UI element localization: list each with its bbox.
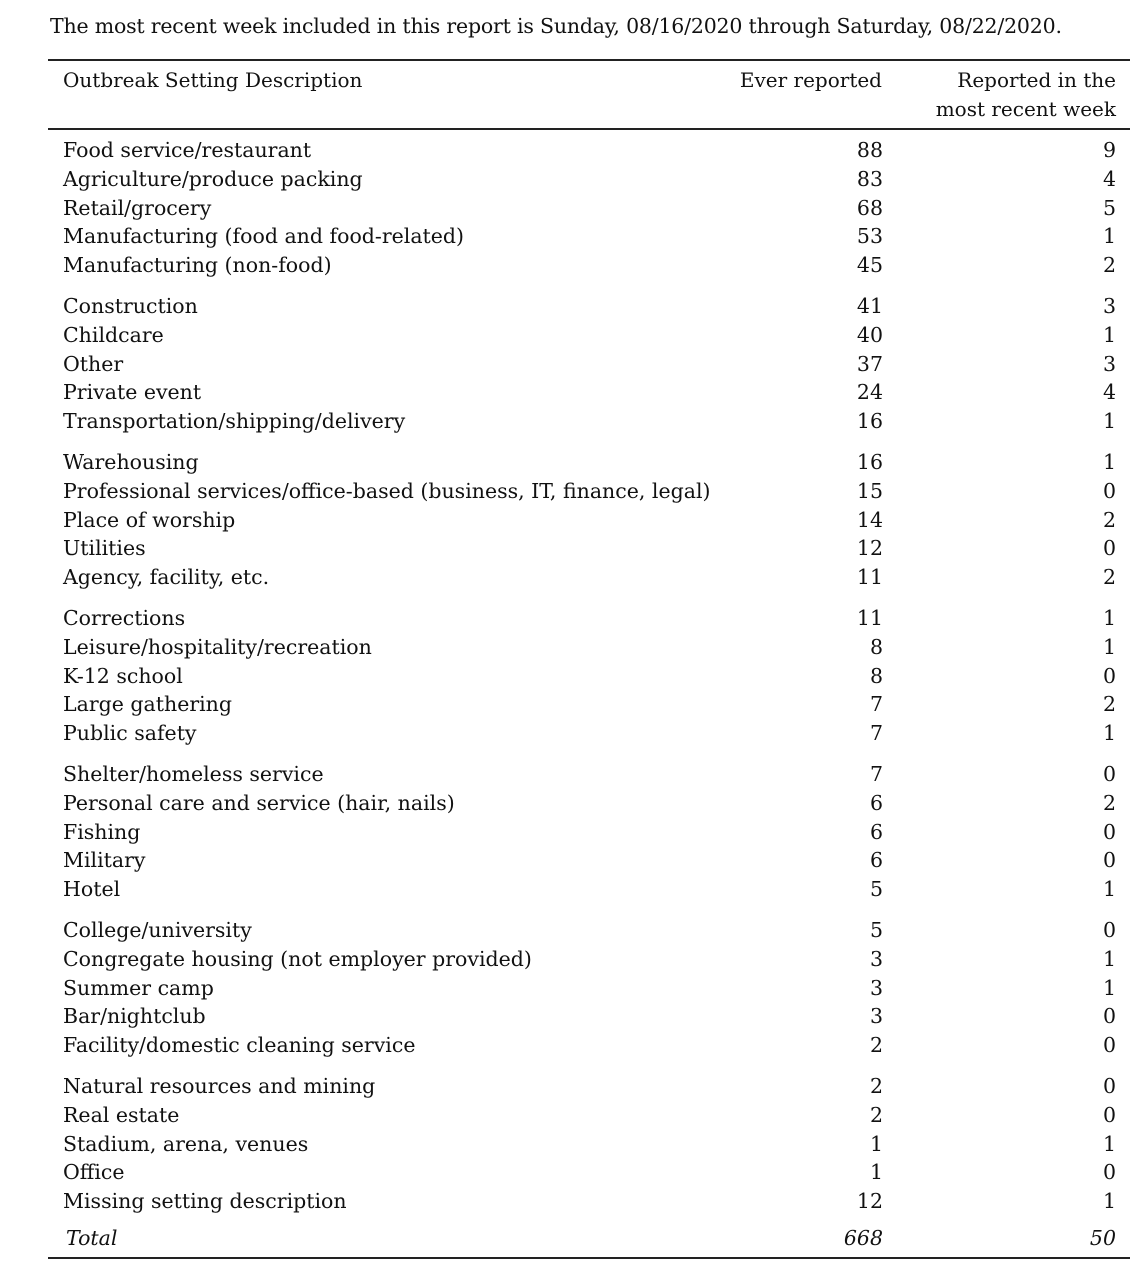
row-group — [0, 916, 1144, 1060]
ever-reported-count: 68 — [856, 195, 883, 220]
table-row — [0, 292, 1144, 321]
ever-reported-count: 7 — [869, 761, 883, 786]
recent-week-count: 0 — [1102, 536, 1116, 561]
recent-week-count: 0 — [1102, 917, 1116, 942]
recent-week-count: 0 — [1102, 1073, 1116, 1098]
table-row — [0, 789, 1144, 818]
table-row — [0, 251, 1144, 280]
row-group — [0, 604, 1144, 748]
table-row — [0, 1158, 1144, 1187]
table-row — [0, 378, 1144, 407]
recent-week-count: 0 — [1102, 663, 1116, 688]
recent-week-count: 1 — [1102, 224, 1116, 249]
recent-week-count: 4 — [1102, 380, 1116, 405]
setting-description: Leisure/hospitality/recreation — [63, 634, 372, 659]
ever-reported-count: 2 — [869, 1102, 883, 1127]
setting-description: Personal care and service (hair, nails) — [63, 790, 455, 815]
setting-description: Military — [63, 848, 146, 873]
ever-reported-count: 8 — [869, 663, 883, 688]
setting-description: Stadium, arena, venues — [63, 1131, 309, 1156]
row-group — [0, 136, 1144, 280]
setting-description: Agency, facility, etc. — [63, 565, 270, 590]
row-group — [0, 448, 1144, 592]
row-group — [0, 760, 1144, 904]
table-row — [0, 662, 1144, 691]
setting-description: Facility/domestic cleaning service — [63, 1033, 416, 1058]
setting-description: Manufacturing (non-food) — [63, 253, 332, 278]
table-row — [0, 506, 1144, 535]
table-row — [0, 818, 1144, 847]
setting-description: Private event — [63, 380, 202, 405]
table-row — [0, 846, 1144, 875]
table-row — [0, 1002, 1144, 1031]
setting-description: Retail/grocery — [63, 195, 212, 220]
setting-description: Professional services/office-based (business, IT, finance, legal) — [63, 478, 711, 503]
ever-reported-count: 6 — [869, 790, 883, 815]
ever-reported-count: 41 — [856, 293, 883, 318]
setting-description: Transportation/shipping/delivery — [63, 409, 406, 434]
setting-description: Shelter/homeless service — [63, 761, 324, 786]
table-row — [0, 222, 1144, 251]
table-row — [0, 1130, 1144, 1159]
recent-week-count: 0 — [1102, 1160, 1116, 1185]
recent-week-count: 1 — [1102, 975, 1116, 1000]
ever-reported-count: 5 — [869, 877, 883, 902]
table-row — [0, 916, 1144, 945]
setting-description: Office — [63, 1160, 125, 1185]
table-row — [0, 974, 1144, 1003]
recent-week-count: 1 — [1102, 877, 1116, 902]
recent-week-count: 4 — [1102, 166, 1116, 191]
ever-reported-count: 8 — [869, 634, 883, 659]
recent-week-count: 2 — [1102, 692, 1116, 717]
recent-week-count: 2 — [1102, 565, 1116, 590]
ever-reported-count: 11 — [856, 565, 883, 590]
setting-description: Fishing — [63, 819, 141, 844]
setting-description: Real estate — [63, 1102, 180, 1127]
ever-reported-count: 53 — [856, 224, 883, 249]
recent-week-count: 0 — [1102, 1102, 1116, 1127]
header-recent-week-line1: Reported in the — [957, 68, 1116, 92]
recent-week-count: 1 — [1102, 605, 1116, 630]
recent-week-count: 5 — [1102, 195, 1116, 220]
ever-reported-count: 2 — [869, 1073, 883, 1098]
recent-week-count: 2 — [1102, 790, 1116, 815]
table-top-rule — [48, 59, 1130, 61]
table-row — [0, 165, 1144, 194]
ever-reported-count: 45 — [856, 253, 883, 278]
setting-description: Other — [63, 351, 124, 376]
recent-week-count: 0 — [1102, 848, 1116, 873]
ever-reported-count: 1 — [869, 1160, 883, 1185]
setting-description: Hotel — [63, 877, 121, 902]
setting-description: Corrections — [63, 605, 186, 630]
ever-reported-count: 16 — [856, 449, 883, 474]
table-row — [0, 534, 1144, 563]
table-row — [0, 604, 1144, 633]
setting-description: Utilities — [63, 536, 146, 561]
recent-week-count: 0 — [1102, 478, 1116, 503]
header-rule — [48, 128, 1130, 130]
table-row — [0, 477, 1144, 506]
recent-week-count: 1 — [1102, 721, 1116, 746]
row-group — [0, 1072, 1144, 1216]
report-caption: The most recent week included in this report is Sunday, 08/16/2020 through Saturday, 08/22/2020. — [50, 14, 1062, 38]
table-row — [0, 563, 1144, 592]
ever-reported-count: 88 — [856, 138, 883, 162]
table-row — [0, 407, 1144, 436]
setting-description: Warehousing — [63, 449, 199, 474]
table-row — [0, 1072, 1144, 1101]
table-row — [0, 875, 1144, 904]
ever-reported-count: 7 — [869, 721, 883, 746]
ever-reported-count: 6 — [869, 848, 883, 873]
setting-description: Large gathering — [63, 692, 233, 717]
recent-week-count: 0 — [1102, 761, 1116, 786]
setting-description: Childcare — [63, 322, 164, 347]
ever-reported-count: 12 — [856, 1189, 883, 1214]
table-row — [0, 690, 1144, 719]
recent-week-count: 1 — [1102, 409, 1116, 434]
total-ever-reported: 668 — [843, 1226, 883, 1250]
setting-description: Public safety — [63, 721, 197, 746]
setting-description: K-12 school — [63, 663, 183, 688]
recent-week-count: 2 — [1102, 253, 1116, 278]
setting-description: Construction — [63, 293, 198, 318]
recent-week-count: 1 — [1102, 1131, 1116, 1156]
ever-reported-count: 2 — [869, 1033, 883, 1058]
table-row — [0, 1187, 1144, 1216]
setting-description: Place of worship — [63, 507, 236, 532]
recent-week-count: 1 — [1102, 322, 1116, 347]
recent-week-count: 0 — [1102, 1004, 1116, 1029]
recent-week-count: 0 — [1102, 819, 1116, 844]
ever-reported-count: 1 — [869, 1131, 883, 1156]
table-row — [0, 350, 1144, 379]
table-row — [0, 1031, 1144, 1060]
ever-reported-count: 5 — [869, 917, 883, 942]
table-row — [0, 321, 1144, 350]
setting-description: Manufacturing (food and food-related) — [63, 224, 465, 249]
recent-week-count: 3 — [1102, 351, 1116, 376]
header-recent-week-line2: most recent week — [935, 97, 1116, 121]
total-recent-week: 50 — [1089, 1226, 1116, 1250]
ever-reported-count: 3 — [869, 1004, 883, 1029]
ever-reported-count: 37 — [856, 351, 883, 376]
ever-reported-count: 11 — [856, 605, 883, 630]
recent-week-count: 1 — [1102, 1189, 1116, 1214]
ever-reported-count: 6 — [869, 819, 883, 844]
ever-reported-count: 3 — [869, 946, 883, 971]
total-label: Total — [66, 1226, 118, 1250]
total-row — [0, 1223, 1144, 1253]
setting-description: Summer camp — [63, 975, 214, 1000]
table-row — [0, 945, 1144, 974]
table-row — [0, 136, 1144, 165]
setting-description: Missing setting description — [63, 1189, 347, 1214]
table-row — [0, 448, 1144, 477]
ever-reported-count: 7 — [869, 692, 883, 717]
ever-reported-count: 12 — [856, 536, 883, 561]
table-bottom-rule — [48, 1257, 1130, 1259]
ever-reported-count: 14 — [856, 507, 883, 532]
ever-reported-count: 15 — [856, 478, 883, 503]
row-group — [0, 292, 1144, 436]
setting-description: Food service/restaurant — [63, 138, 312, 162]
recent-week-count: 1 — [1102, 946, 1116, 971]
header-description: Outbreak Setting Description — [63, 68, 363, 92]
table-row — [0, 760, 1144, 789]
setting-description: Congregate housing (not employer provided) — [63, 946, 532, 971]
recent-week-count: 9 — [1102, 138, 1116, 162]
ever-reported-count: 16 — [856, 409, 883, 434]
ever-reported-count: 83 — [856, 166, 883, 191]
ever-reported-count: 3 — [869, 975, 883, 1000]
recent-week-count: 1 — [1102, 449, 1116, 474]
recent-week-count: 1 — [1102, 634, 1116, 659]
table-body — [0, 136, 1144, 1228]
table-row — [0, 633, 1144, 662]
recent-week-count: 3 — [1102, 293, 1116, 318]
ever-reported-count: 24 — [856, 380, 883, 405]
recent-week-count: 2 — [1102, 507, 1116, 532]
recent-week-count: 0 — [1102, 1033, 1116, 1058]
setting-description: Bar/nightclub — [63, 1004, 206, 1029]
setting-description: Agriculture/produce packing — [63, 166, 363, 191]
setting-description: Natural resources and mining — [63, 1073, 376, 1098]
ever-reported-count: 40 — [856, 322, 883, 347]
table-row — [0, 719, 1144, 748]
header-ever-reported: Ever reported — [739, 68, 882, 92]
table-row — [0, 1101, 1144, 1130]
table-row — [0, 194, 1144, 223]
header-recent-week — [900, 66, 1116, 124]
setting-description: College/university — [63, 917, 252, 942]
